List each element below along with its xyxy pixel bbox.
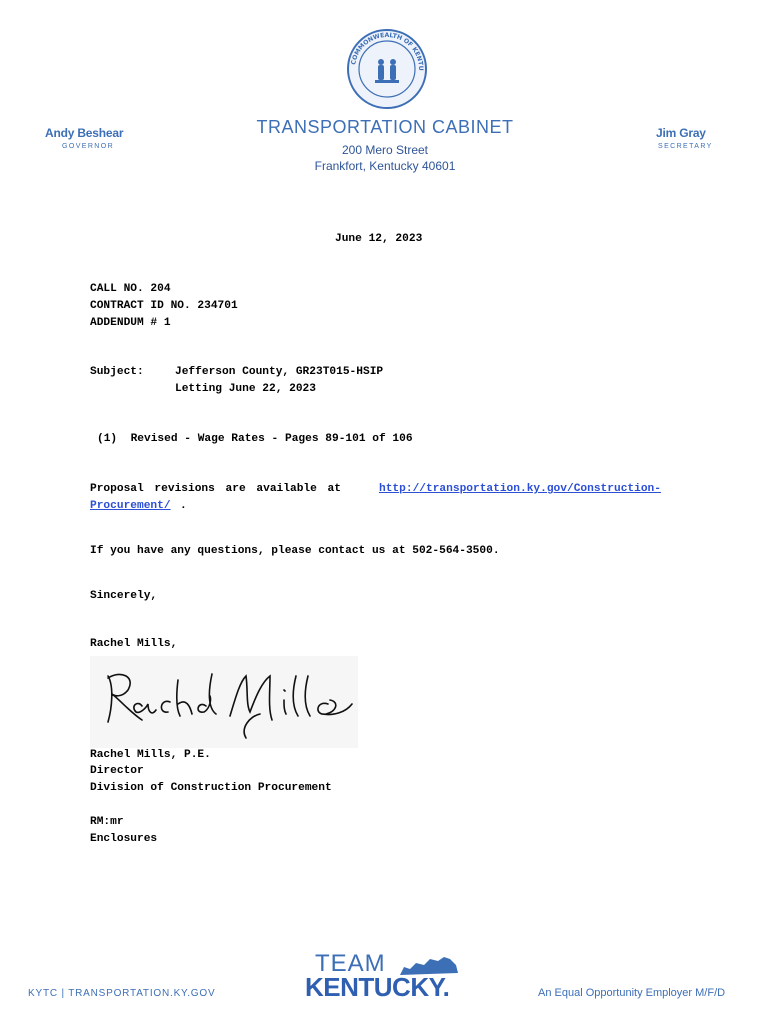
subject-line-1: Jefferson County, GR23T015-HSIP bbox=[175, 366, 384, 378]
contract-id: CONTRACT ID NO. 234701 bbox=[90, 300, 238, 312]
signer-division: Division of Construction Procurement bbox=[90, 782, 332, 794]
letter-date: June 12, 2023 bbox=[335, 233, 423, 245]
address-line-2: Frankfort, Kentucky 40601 bbox=[314, 159, 456, 173]
proposal-period: . bbox=[180, 500, 187, 512]
signer-name-comma: Rachel Mills, bbox=[90, 638, 178, 650]
agency-name: TRANSPORTATION CABINET bbox=[256, 117, 514, 137]
secretary-name: Jim Gray bbox=[656, 126, 706, 140]
svg-text:COMMONWEALTH OF KENTUCKY: COMMONWEALTH OF KENTU bbox=[350, 31, 425, 71]
call-number: CALL NO. 204 bbox=[90, 283, 171, 295]
secretary-title: SECRETARY bbox=[658, 143, 713, 150]
governor-title: GOVERNOR bbox=[62, 143, 115, 150]
team-kentucky-logo-team: TEAM bbox=[315, 950, 386, 977]
addendum-number: ADDENDUM # 1 bbox=[90, 317, 171, 329]
equal-opportunity-statement: An Equal Opportunity Employer M/F/D bbox=[538, 987, 726, 999]
address-line-1: 200 Mero Street bbox=[341, 143, 429, 157]
procurement-link-line-2[interactable]: Procurement/ bbox=[90, 500, 171, 512]
closing: Sincerely, bbox=[90, 590, 158, 602]
enclosures-note: Enclosures bbox=[90, 833, 158, 845]
signer-name: Rachel Mills, P.E. bbox=[90, 749, 211, 761]
governor-name: Andy Beshear bbox=[45, 126, 124, 140]
subject-line-2: Letting June 22, 2023 bbox=[175, 383, 316, 395]
footer-website: KYTC | TRANSPORTATION.KY.GOV bbox=[28, 988, 216, 999]
reference-initials: RM:mr bbox=[90, 816, 124, 828]
kentucky-seal bbox=[346, 28, 428, 110]
procurement-link-line-1[interactable]: http://transportation.ky.gov/Construction- bbox=[379, 483, 661, 495]
team-kentucky-logo-kentucky: KENTUCKY. bbox=[305, 972, 450, 1002]
proposal-text: Proposal revisions are available at bbox=[90, 483, 341, 495]
questions-line: If you have any questions, please contact us at 502-564-3500. bbox=[90, 545, 500, 557]
handwritten-signature bbox=[90, 656, 358, 748]
revision-item-1: (1) Revised - Wage Rates - Pages 89-101 of 106 bbox=[97, 433, 413, 445]
signer-title: Director bbox=[90, 765, 144, 777]
subject-label: Subject: bbox=[90, 366, 144, 378]
